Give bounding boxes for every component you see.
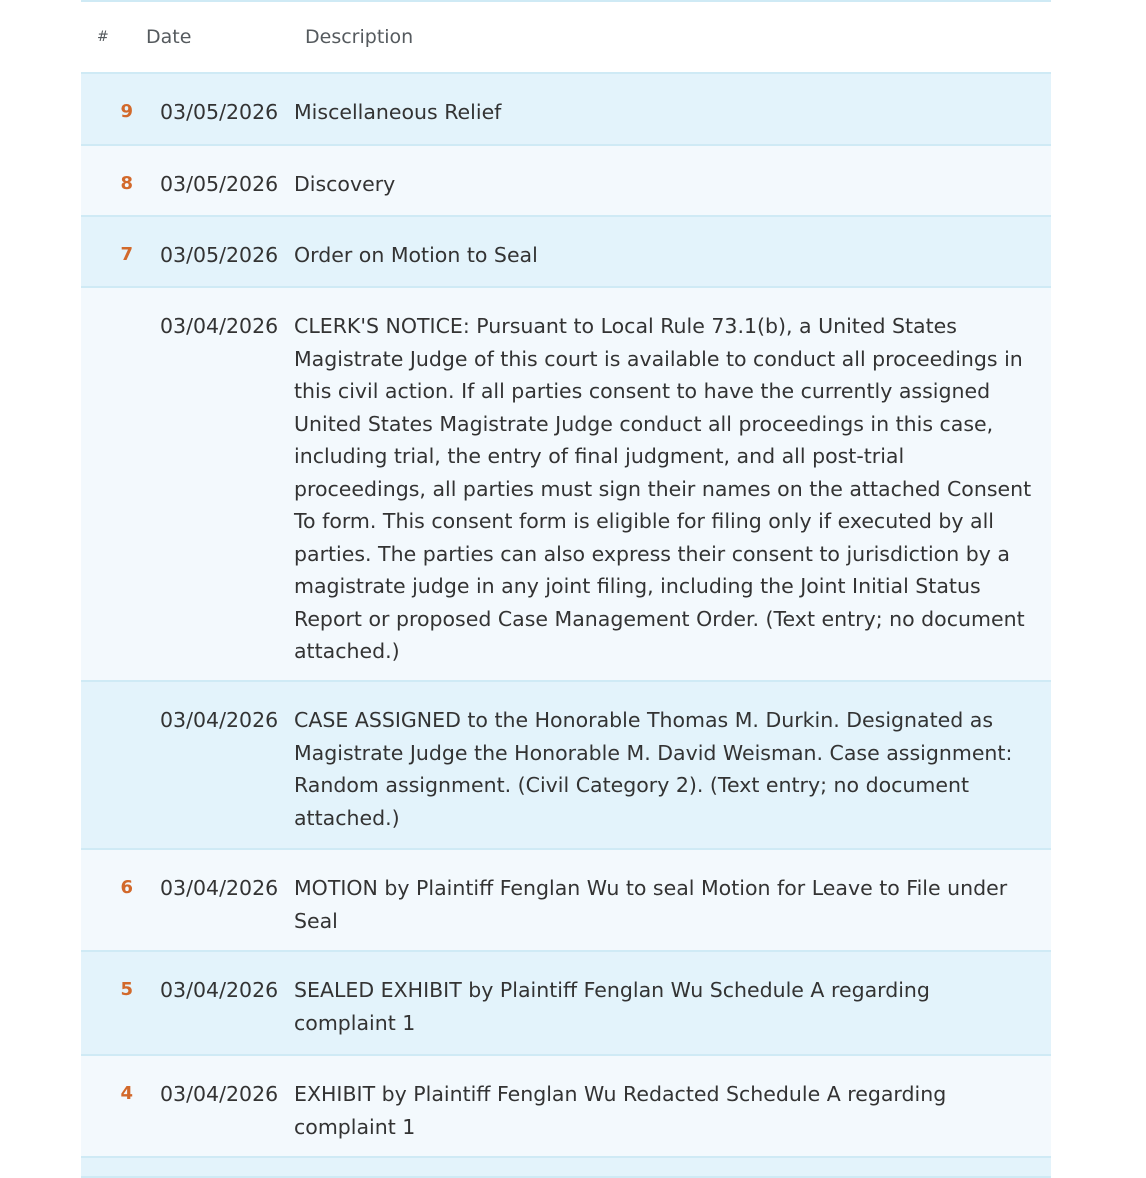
entry-date: 03/05/2026: [160, 100, 279, 124]
entry-date: 03/04/2026: [160, 978, 279, 1002]
table-row: [81, 74, 1051, 146]
table-row: [81, 288, 1051, 682]
entry-date: 03/05/2026: [160, 243, 279, 267]
table-row: [81, 217, 1051, 288]
table-row: [81, 850, 1051, 952]
table-row-partial: [81, 1158, 1051, 1178]
entry-date: 03/05/2026: [160, 172, 279, 196]
header-date: Date: [146, 26, 192, 48]
entry-date: 03/04/2026: [160, 314, 279, 338]
header-number: #: [97, 29, 109, 45]
entry-description: SEALED EXHIBIT by Plaintiff Fenglan Wu Schedule A regarding complaint 1: [294, 978, 930, 1035]
entry-description: MOTION by Plaintiff Fenglan Wu to seal Motion for Leave to File under Seal: [294, 876, 1008, 933]
entry-date: 03/04/2026: [160, 708, 279, 732]
entry-number-link[interactable]: 6: [120, 877, 133, 898]
entry-number-link[interactable]: 4: [120, 1083, 133, 1104]
entry-number-link[interactable]: 5: [120, 979, 133, 1000]
docket-table: [81, 0, 1051, 1178]
table-header: [81, 2, 1051, 74]
entry-description: Discovery: [294, 172, 396, 196]
entry-description: CASE ASSIGNED to the Honorable Thomas M. Durkin. Designated as Magistrate Judge the Honorable M. David Weisman. Case assignment: Random assignment. (Civil Category 2). (Text entry; no document attached.): [294, 708, 1013, 830]
entry-number-link[interactable]: 7: [120, 244, 133, 265]
table-row: [81, 682, 1051, 850]
entry-date: 03/04/2026: [160, 876, 279, 900]
entry-description: EXHIBIT by Plaintiff Fenglan Wu Redacted Schedule A regarding complaint 1: [294, 1082, 947, 1139]
entry-description: CLERK'S NOTICE: Pursuant to Local Rule 73.1(b), a United States Magistrate Judge of this court is available to conduct all proceedings in this civil action. If all parties consent to have the currently assigned United States Magistrate Judge conduct all proceedings in this case, including trial, the entry of final judgment, and all post-trial proceedings, all parties must sign their names on the attached Consent To form. This consent form is eligible for filing only if executed by all parties. The parties can also express their consent to jurisdiction by a magistrate judge in any joint filing, including the Joint Initial Status Report or proposed Case Management Order. (Text entry; no document attached.): [294, 314, 1032, 663]
entry-description: Order on Motion to Seal: [294, 243, 538, 267]
entry-description: Miscellaneous Relief: [294, 100, 502, 124]
table-row: [81, 146, 1051, 217]
entry-number-link[interactable]: 8: [120, 173, 133, 194]
table-row: [81, 1056, 1051, 1158]
entry-date: 03/04/2026: [160, 1082, 279, 1106]
entry-number-link[interactable]: 9: [120, 101, 133, 122]
header-description: Description: [305, 26, 414, 48]
table-row: [81, 952, 1051, 1056]
